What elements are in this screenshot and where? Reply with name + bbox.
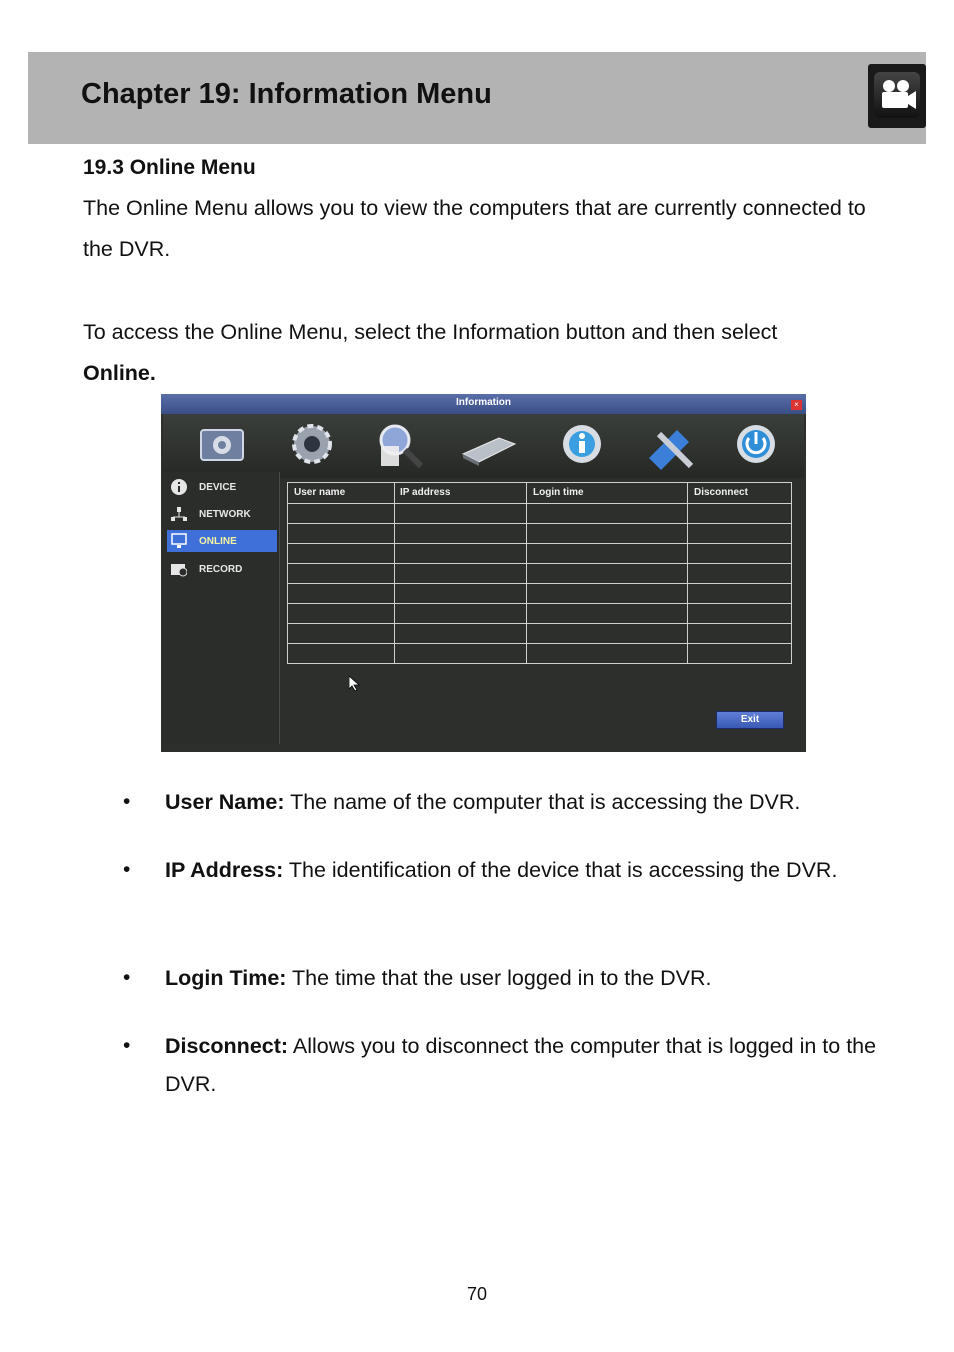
column-divider — [526, 483, 527, 663]
bullet-description: Allows you to disconnect the computer that is logged in to the DVR. — [165, 1034, 877, 1096]
monitor-icon — [171, 533, 187, 549]
bullet-login-time — [165, 959, 885, 997]
mouse-cursor-icon — [349, 676, 361, 697]
maintenance-tools-icon[interactable] — [641, 420, 699, 472]
access-paragraph — [83, 312, 873, 394]
toolbar — [163, 414, 804, 478]
online-menu-screenshot — [161, 394, 806, 752]
close-icon[interactable]: × — [791, 400, 802, 410]
column-header-user-name: User name — [294, 487, 346, 498]
row-divider — [288, 583, 791, 584]
column-header-disconnect: Disconnect — [694, 487, 748, 498]
sidebar-item-label: DEVICE — [199, 482, 237, 493]
bullet-description: The identification of the device that is accessing the DVR. — [283, 858, 838, 882]
bullet-marker: • — [123, 1034, 131, 1057]
intro-paragraph: The Online Menu allows you to view the computers that are currently connected to the DVR. — [83, 196, 866, 261]
bullet-marker: • — [123, 858, 131, 881]
settings-gear-icon[interactable] — [283, 420, 341, 472]
bullet-term: Login Time: — [165, 966, 287, 990]
sidebar-item-online[interactable] — [167, 530, 277, 552]
info-icon — [171, 479, 187, 495]
record-icon — [171, 561, 187, 577]
dvr-camera-icon — [868, 64, 926, 128]
access-text: To access the Online Menu, select the Information button and then select — [83, 320, 778, 344]
sidebar — [163, 472, 280, 744]
window-title: Information — [456, 397, 511, 408]
row-divider — [288, 603, 791, 604]
online-users-table — [287, 482, 792, 664]
sidebar-item-device[interactable] — [167, 476, 277, 498]
power-icon[interactable] — [727, 420, 785, 472]
access-bold: Online. — [83, 361, 156, 385]
column-divider — [687, 483, 688, 663]
bullet-term: Disconnect: — [165, 1034, 289, 1058]
exit-button[interactable]: Exit — [716, 711, 784, 729]
sidebar-item-record[interactable] — [167, 558, 277, 580]
information-icon[interactable] — [553, 420, 611, 472]
row-divider — [288, 543, 791, 544]
page-number: 70 — [466, 1284, 488, 1304]
row-divider — [288, 623, 791, 624]
column-header-ip-address: IP address — [400, 487, 451, 498]
hard-drive-icon[interactable] — [459, 420, 517, 472]
column-header-login-time: Login time — [533, 487, 584, 498]
window-titlebar — [161, 394, 806, 414]
row-divider — [288, 523, 791, 524]
bullet-ip-address — [165, 851, 885, 889]
sidebar-item-label: RECORD — [199, 564, 243, 575]
search-magnifier-icon[interactable] — [371, 420, 429, 472]
bullet-term: User Name: — [165, 790, 285, 814]
row-divider — [288, 643, 791, 644]
bullet-marker: • — [123, 966, 131, 989]
row-divider — [288, 563, 791, 564]
column-divider — [394, 483, 395, 663]
section-title: 19.3 Online Menu — [83, 156, 256, 179]
bullet-user-name — [165, 783, 885, 821]
sidebar-item-label: NETWORK — [199, 509, 251, 520]
sidebar-item-network[interactable] — [167, 503, 277, 525]
bullet-term: IP Address: — [165, 858, 284, 882]
bullet-description: The time that the user logged in to the DVR. — [286, 966, 712, 990]
bullet-disconnect — [165, 1027, 885, 1103]
chapter-title: Chapter 19: Information Menu — [81, 78, 492, 110]
system-setup-icon[interactable] — [193, 420, 251, 472]
row-divider — [288, 503, 791, 504]
bullet-marker: • — [123, 790, 131, 813]
sidebar-item-label: ONLINE — [199, 536, 237, 547]
bullet-description: The name of the computer that is accessing the DVR. — [284, 790, 801, 814]
network-icon — [171, 506, 187, 522]
